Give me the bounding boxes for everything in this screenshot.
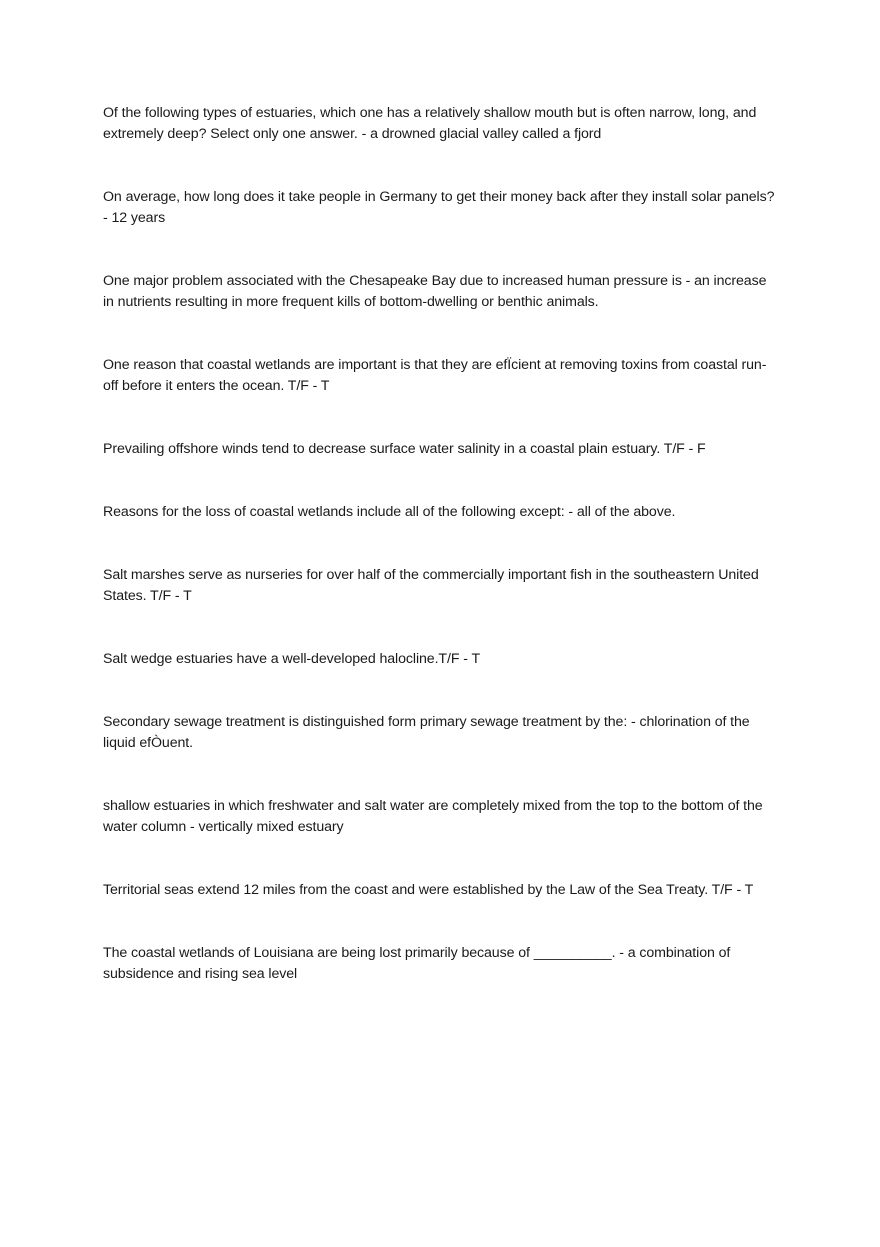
qa-item-4: One reason that coastal wetlands are important is that they are efÏcient at removing toxins from coastal run-off before it enters the ocean. T/F - T [103, 357, 767, 394]
qa-item-7: Salt marshes serve as nurseries for over half of the commercially important fish in the southeastern United States. T/F - T [103, 567, 759, 604]
qa-item-3: One major problem associated with the Chesapeake Bay due to increased human pressure is - an increase in nutrients resulting in more frequent kills of bottom-dwelling or benthic animals. [103, 273, 767, 310]
qa-item-11: Territorial seas extend 12 miles from the coast and were established by the Law of the Sea Treaty. T/F - T [103, 882, 754, 898]
qa-item-2: On average, how long does it take people in Germany to get their money back after they install solar panels? - 12 years [103, 189, 775, 226]
qa-item-6: Reasons for the loss of coastal wetlands include all of the following except: - all of the above. [103, 504, 676, 520]
question-answer-list [103, 103, 779, 1027]
qa-item-9: Secondary sewage treatment is distinguished form primary sewage treatment by the: - chlorination of the liquid efÒuent. [103, 714, 750, 751]
qa-item-10: shallow estuaries in which freshwater and salt water are completely mixed from the top to the bottom of the water column - vertically mixed estuary [103, 798, 763, 835]
qa-item-1: Of the following types of estuaries, which one has a relatively shallow mouth but is often narrow, long, and extremely deep? Select only one answer. - a drowned glacial valley called a fjord [103, 105, 757, 142]
qa-item-5: Prevailing offshore winds tend to decrease surface water salinity in a coastal plain estuary. T/F - F [103, 441, 706, 457]
qa-item-8: Salt wedge estuaries have a well-developed halocline.T/F - T [103, 651, 481, 667]
qa-item-12: The coastal wetlands of Louisiana are being lost primarily because of __________. - a combination of subsidence and rising sea level [103, 945, 731, 982]
